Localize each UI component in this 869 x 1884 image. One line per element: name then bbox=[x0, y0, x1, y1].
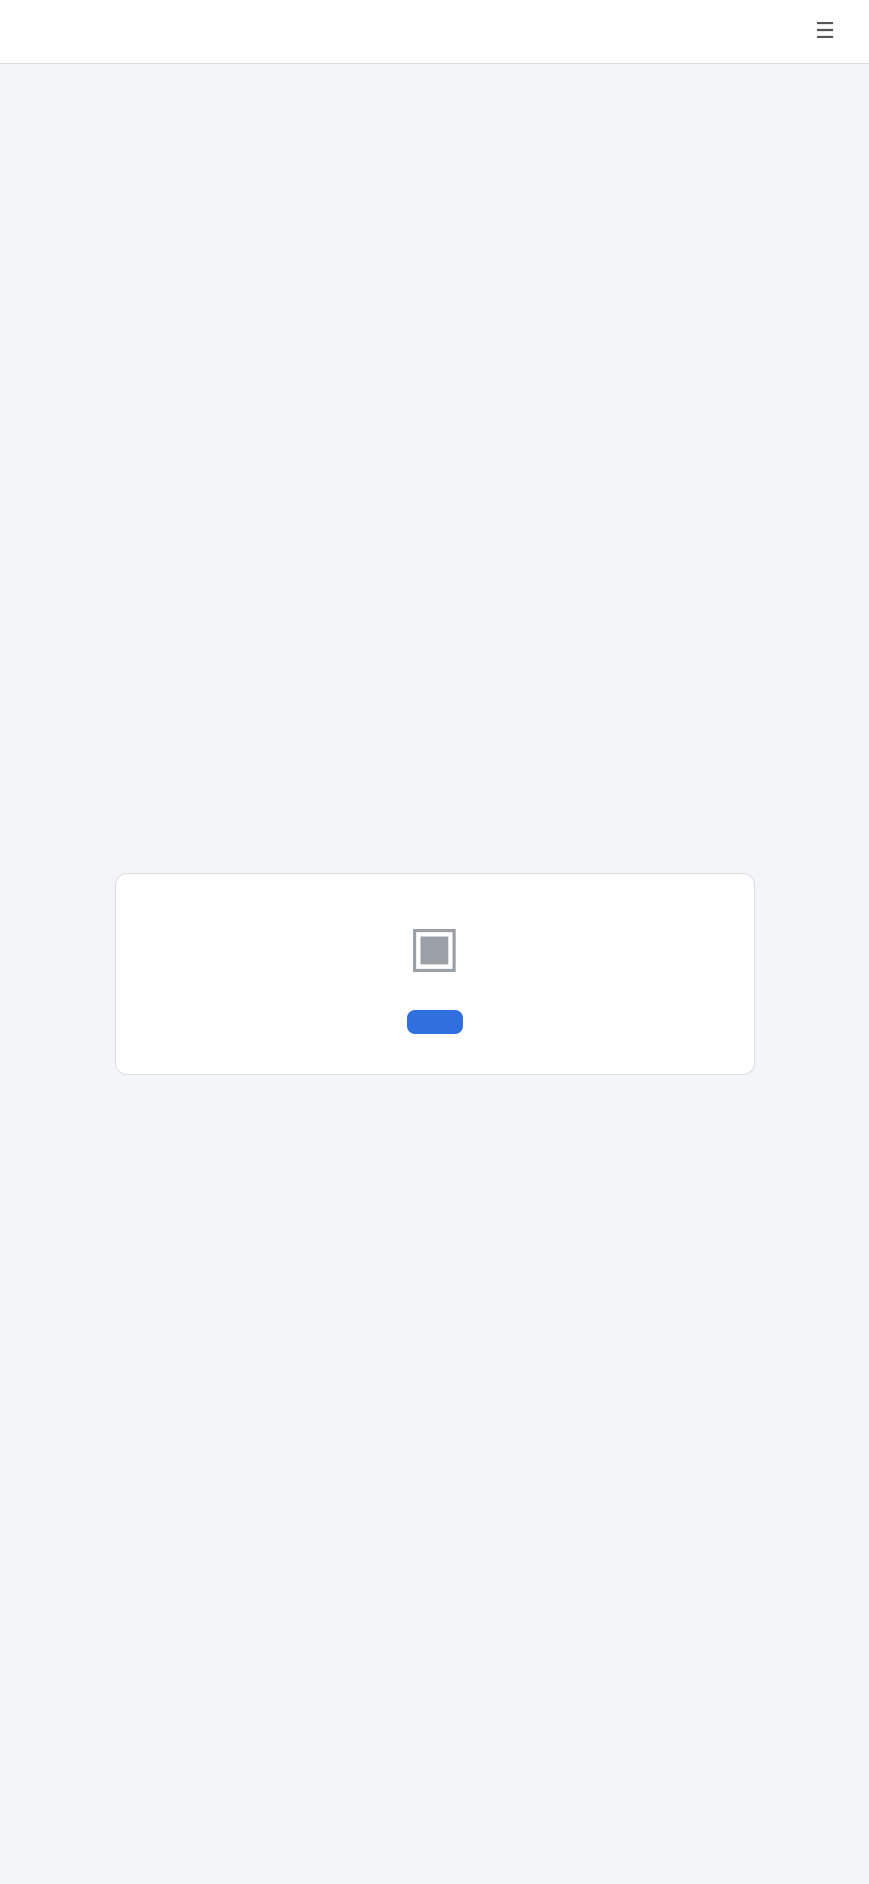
notice-panel bbox=[115, 873, 755, 1075]
upload-button[interactable] bbox=[407, 1010, 463, 1034]
image-missing-icon: ▣ bbox=[408, 914, 461, 979]
menu-icon[interactable]: ☰ bbox=[815, 19, 835, 44]
top-bar bbox=[0, 0, 869, 64]
main-content bbox=[0, 64, 869, 1884]
